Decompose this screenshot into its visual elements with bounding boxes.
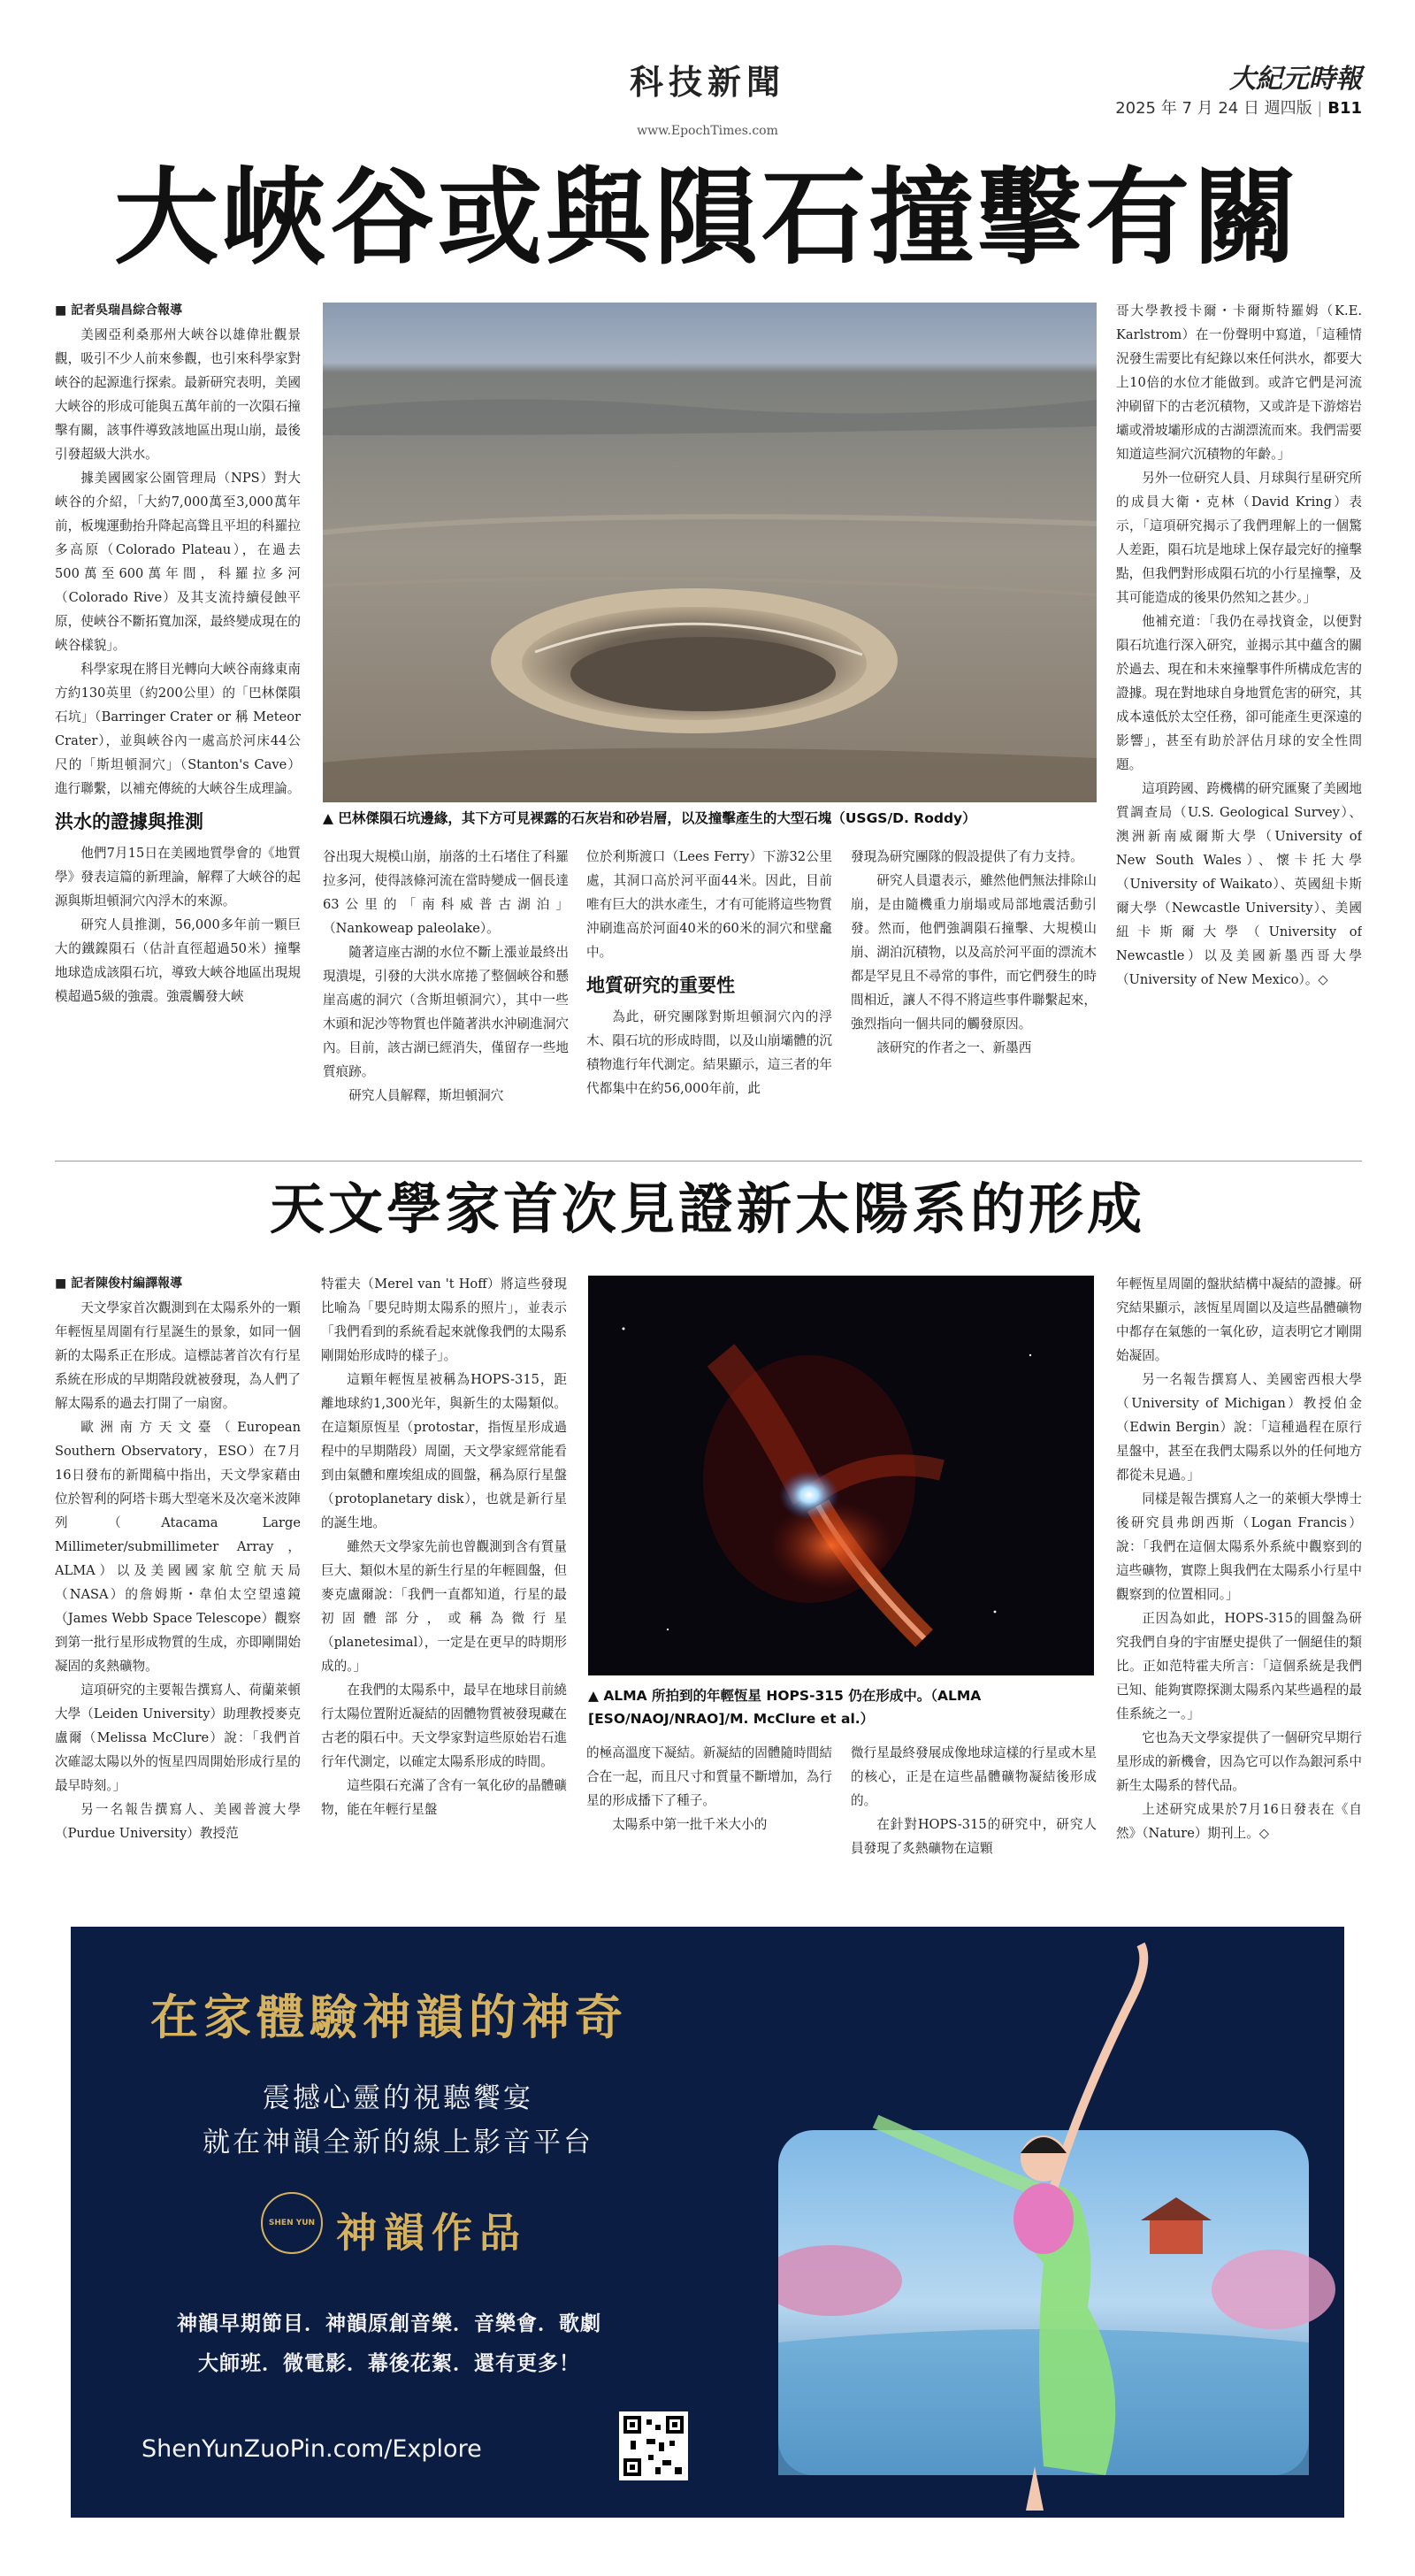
dancer-illustration bbox=[778, 1927, 1344, 2518]
hops315-photo-image bbox=[588, 1276, 1094, 1675]
paragraph: 這顆年輕恆星被稱為HOPS-315，距離地球約1,300光年，與新生的太陽類似。在這類原恆星（protostar，指恆星形成過程中的早期階段）周圍，天文學家經常能看到由氣體和塵埃組成的圓盤，稱為原行星盤（protoplanetary disk），也就是新行星的誕生地。 bbox=[321, 1372, 567, 1530]
paragraph: 同樣是報告撰寫人之一的萊頓大學博士後研究員弗朗西斯（Logan Francis）說：「我們在這個太陽系外系統中觀察到的這些礦物，實際上與我們在太陽系小行星中觀察到的位置相同。」 bbox=[1116, 1491, 1362, 1602]
crater-photo-image bbox=[323, 303, 1097, 802]
paragraph: 的極高溫度下凝結。新凝結的固體隨時間結合在一起，而且尺寸和質量不斷增加，為行星的形成播下了種子。 bbox=[586, 1745, 832, 1808]
ad-brand: 神韻作品 bbox=[336, 2209, 527, 2257]
paragraph: 該研究的作者之一、新墨西 bbox=[876, 1040, 1032, 1055]
paragraph: 它也為天文學家提供了一個研究早期行星形成的新機會，因為它可以作為銀河系中新生太陽系的替代品。 bbox=[1116, 1730, 1362, 1793]
section-title: 科技新聞 bbox=[629, 63, 785, 102]
article1-subhead-flood: 洪水的證據與推測 bbox=[55, 811, 203, 832]
paragraph: 這項跨國、跨機構的研究匯聚了美國地質調查局（U.S. Geological Survey）、澳洲新南威爾斯大學（University of New South Wales）、懷卡托大學（University of Waikato）、英國紐卡斯爾大學（Newcastle University）、美國紐卡斯爾大學（University of Newcastle）以及美國新墨西哥大學（University of New Mexico）。◇ bbox=[1116, 781, 1362, 987]
article2-byline: ■ 記者陳俊村編譯報導 bbox=[55, 1276, 183, 1291]
paragraph: 特霍夫（Merel van 't Hoff）將這些發現比喻為「嬰兒時期太陽系的照片」，並表示「我們看到的系統看起來就像我們的太陽系剛開始形成時的樣子」。 bbox=[321, 1276, 567, 1363]
paragraph: 發現為研究團隊的假設提供了有力支持。 bbox=[851, 849, 1083, 864]
paragraph: 另一名報告撰寫人、美國普渡大學（Purdue University）教授范 bbox=[55, 1802, 301, 1841]
paragraph: 位於利斯渡口（Lees Ferry）下游32公里處，其洞口高於河平面44米。因此，目前唯有巨大的洪水產生，才有可能將這些物質沖刷進高於河面40米的60米的洞穴和壁龕中。 bbox=[586, 849, 832, 960]
paragraph: 正因為如此，HOPS-315的圓盤為研究我們自身的宇宙歷史提供了一個絕佳的類比。正如范特霍夫所言：「這個系統是我們已知、能夠實際探測太陽系內某些過程的最佳系統之一。」 bbox=[1116, 1611, 1362, 1721]
paragraph: 哥大學教授卡爾・卡爾斯特羅姆（K.E. Karlstrom）在一份聲明中寫道，「這種情況發生需要比有紀錄以來任何洪水，都要大上10倍的水位才能做到。或許它們是河流沖刷留下的古老沉積物，又或許是下游熔岩壩或滑坡壩形成的古湖漂流而來。我們需要知道這些洞穴沉積物的年齡。」 bbox=[1116, 303, 1362, 462]
site-url[interactable]: www.EpochTimes.com bbox=[637, 124, 778, 138]
article2-headline: 天文學家首次見證新太陽系的形成 bbox=[269, 1177, 1145, 1241]
article1-byline: ■ 記者吳瑞昌綜合報導 bbox=[55, 303, 183, 318]
issue-line: 2025 年 7 月 24 日 週四版 | B11 bbox=[1115, 99, 1362, 118]
paragraph: 微行星最終發展成像地球這樣的行星或木星的核心，正是在這些晶體礦物凝結後形成的。 bbox=[851, 1745, 1097, 1808]
article2-column-4 bbox=[851, 1741, 1097, 1907]
logo-text: SHEN YUN bbox=[268, 2219, 316, 2227]
paragraph: 雖然天文學家先前也曾觀測到含有質量巨大、類似木星的新生行星的年輕圓盤，但麥克盧爾說：「我們一直都知道，行星的最初固體部分，或稱為微行星（planetesimal），一定是在更早的時期形成的。」 bbox=[321, 1539, 567, 1674]
article1-column-1 bbox=[55, 299, 301, 1159]
paragraph: 上述研究成果於7月16日發表在《自然》（Nature）期刊上。◇ bbox=[1116, 1802, 1362, 1841]
article2-photo-caption: ▲ ALMA 所拍到的年輕恆星 HOPS-315 仍在形成中。（ALMA [ESO/NAOJ/NRAO]/M. McClure et al.） bbox=[588, 1688, 982, 1727]
hops315-photo bbox=[588, 1276, 1094, 1675]
article1-column-5 bbox=[1116, 299, 1362, 1159]
article2-column-5 bbox=[1116, 1272, 1362, 1907]
paragraph: 歐洲南方天文臺（European Southern Observatory，ESO）在7月16日發布的新聞稿中指出，天文學家藉由位於智利的阿塔卡瑪大型毫米及次毫米波陣列（Atacama Large Millimeter/submillimeter Array，ALMA）以及美國國家航空航天局（NASA）的詹姆斯・韋伯太空望遠鏡（James Webb Space Telescope）觀察到第一批行星形成物質的生成，亦即剛開始凝固的炙熱礦物。 bbox=[55, 1420, 301, 1674]
paragraph: 在針對HOPS-315的研究中，研究人員發現了炙熱礦物在這顆 bbox=[851, 1817, 1097, 1856]
paragraph: 他們7月15日在美國地質學會的《地質學》發表這篇的新理論，解釋了大峽谷的起源與斯坦頓洞穴內浮木的來源。 bbox=[55, 846, 301, 908]
paper-name-logo: 大紀元時報 bbox=[1229, 64, 1362, 95]
article1-headline: 大峽谷或與隕石撞擊有關 bbox=[113, 156, 1301, 279]
article2-column-1 bbox=[55, 1272, 301, 1907]
paragraph: 年輕恆星周圍的盤狀結構中凝結的證據。研究結果顯示，該恆星周圍以及這些晶體礦物中都存在氣態的一氧化矽，這表明它才剛開始凝固。 bbox=[1116, 1276, 1362, 1363]
qr-code-icon[interactable] bbox=[619, 2411, 688, 2480]
paragraph: 他補充道：「我仍在尋找資金，以便對隕石坑進行深入研究，並揭示其中蘊含的關於過去、現在和未來撞擊事件所構成危害的證據。現在對地球自身地質危害的研究，其成本遠低於太空任務，卻可能產生更深遠的影響」，甚至有助於評估月球的安全性問題。 bbox=[1116, 614, 1362, 772]
paragraph: 據美國國家公園管理局（NPS）對大峽谷的介紹，「大約7,000萬至3,000萬年前，板塊運動抬升降起高聳且平坦的科羅拉多高原（Colorado Plateau），在過去500萬至600萬年間，科羅拉多河（Colorado Rive）及其支流持續侵蝕平原，使峽谷不斷拓寬加深，最終變成現在的峽谷樣貌」。 bbox=[55, 471, 301, 653]
ad-line-1: 神韻早期節目．神韻原創音樂．音樂會．歌劇 bbox=[177, 2312, 601, 2335]
paragraph: 科學家現在將目光轉向大峽谷南緣東南方約130英里（約200公里）的「巴林傑隕石坑」（Barringer Crater or 稱 Meteor Crater），並與峽谷內一處高於河床44公尺的「斯坦頓洞穴」（Stanton's Cave）進行聯繫，以補充傳統的大峽谷生成理論。 bbox=[55, 662, 301, 796]
issue-date: 2025 年 7 月 24 日 週四版 bbox=[1115, 99, 1312, 118]
ad-line-2: 大師班．微電影．幕後花絮．還有更多！ bbox=[198, 2352, 580, 2375]
paragraph: 另一名報告撰寫人、美國密西根大學（University of Michigan）教授伯金（Edwin Bergin）說：「這種過程在原行星盤中，甚至在我們太陽系以外的任何地方都從未見過。」 bbox=[1116, 1372, 1362, 1483]
paragraph: 為此，研究團隊對斯坦頓洞穴內的浮木、隕石坑的形成時間，以及山崩壩體的沉積物進行年代測定。結果顯示，這三者的年代都集中在約56,000年前，此 bbox=[586, 1009, 832, 1096]
shenyun-advertisement[interactable] bbox=[71, 1927, 1344, 2518]
ad-url-link[interactable]: ShenYunZuoPin.com/Explore bbox=[142, 2435, 482, 2463]
page-number: B11 bbox=[1327, 99, 1362, 118]
qr-code-pattern bbox=[623, 2416, 684, 2476]
paragraph: 另外一位研究人員、月球與行星研究所的成員大衛・克林（David Kring）表示，「這項研究揭示了我們理解上的一個驚人差距，隕石坑是地球上保存最完好的撞擊點，但我們對形成隕石坑的小行星撞擊，及其可能造成的後果仍然知之甚少。」 bbox=[1116, 471, 1362, 605]
paragraph: 研究人員推測，56,000多年前一顆巨大的鐵鎳隕石（估計直徑超過50米）撞擊地球造成該隕石坑，導致大峽谷地區出現規模超過5級的強震。強震觸發大峽 bbox=[55, 917, 301, 1004]
paragraph: 研究人員解釋，斯坦頓洞穴 bbox=[348, 1088, 504, 1103]
article2-column-3 bbox=[586, 1741, 832, 1907]
paragraph: 在我們的太陽系中，最早在地球目前繞行太陽位置附近凝結的固體物質被發現藏在古老的隕石中。天文學家對這些原始岩石進行年代測定，以確定太陽系形成的時間。 bbox=[321, 1683, 567, 1769]
paragraph: 研究人員還表示，雖然他們無法排除山崩，是由隨機重力崩塌或局部地震活動引發。然而，他們強調隕石撞擊、大規模山崩、湖泊沉積物，以及高於河平面的漂流木都是罕見且不尋常的事件，而它們發生的時間相近，讓人不得不將這些事件聯繫起來，強烈指向一個共同的觸發原因。 bbox=[851, 873, 1097, 1031]
dancer-scene-image bbox=[778, 1927, 1344, 2518]
ad-subtitle-1: 震撼心靈的視聽饗宴 bbox=[263, 2082, 533, 2114]
article1-subhead-geology: 地質研究的重要性 bbox=[586, 975, 735, 996]
paragraph: 這項研究的主要報告撰寫人、荷蘭萊頓大學（Leiden University）助理教授麥克盧爾（Melissa McClure）說：「我們首次確認太陽以外的恆星四周開始形成行星的最早時刻。」 bbox=[55, 1683, 301, 1793]
article1-column-2 bbox=[323, 845, 569, 1159]
paragraph: 太陽系中第一批千米大小的 bbox=[612, 1817, 768, 1832]
paragraph: 這些隕石充滿了含有一氧化矽的晶體礦物，能在年輕行星盤 bbox=[321, 1778, 567, 1817]
shenyun-logo-icon bbox=[261, 2192, 323, 2254]
ad-subtitle-2: 就在神韻全新的線上影音平台 bbox=[203, 2127, 593, 2158]
paragraph: 隨著這座古湖的水位不斷上漲並最終出現潰堤，引發的大洪水席捲了整個峽谷和懸崖高處的洞穴（含斯坦頓洞穴），其中一些木頭和泥沙等物質也伴隨著洪水沖刷進洞穴內。目前，該古湖已經消失，僅留存一些地質痕跡。 bbox=[323, 945, 569, 1079]
paragraph: 美國亞利桑那州大峽谷以雄偉壯觀景觀，吸引不少人前來參觀，也引來科學家對峽谷的起源進行探索。最新研究表明，美國大峽谷的形成可能與五萬年前的一次隕石撞擊有關，該事件導致該地區出現山崩，最後引發超級大洪水。 bbox=[55, 327, 301, 462]
article1-photo-caption: ▲ 巴林傑隕石坑邊緣，其下方可見裸露的石灰岩和砂岩層，以及撞擊產生的大型石塊（USGS/D. Roddy） bbox=[323, 810, 976, 826]
section-divider bbox=[55, 1161, 1362, 1162]
crater-photo bbox=[323, 303, 1097, 802]
article1-column-4 bbox=[851, 845, 1097, 1159]
paragraph: 谷出現大規模山崩，崩落的土石堵住了科羅拉多河，使得該條河流在當時變成一個長達63公里的「南科威普古湖泊」（Nankoweap paleolake）。 bbox=[323, 849, 569, 936]
paragraph: 天文學家首次觀測到在太陽系外的一顆年輕恆星周圍有行星誕生的景象，如同一個新的太陽系正在形成。這標誌著首次有行星系統在形成的早期階段就被發現，為人們了解太陽系的過去打開了一扇窗。 bbox=[55, 1300, 301, 1411]
article1-column-3 bbox=[586, 845, 832, 1159]
article2-column-2 bbox=[321, 1272, 567, 1907]
ad-title: 在家體驗神韻的神奇 bbox=[150, 1990, 628, 2045]
